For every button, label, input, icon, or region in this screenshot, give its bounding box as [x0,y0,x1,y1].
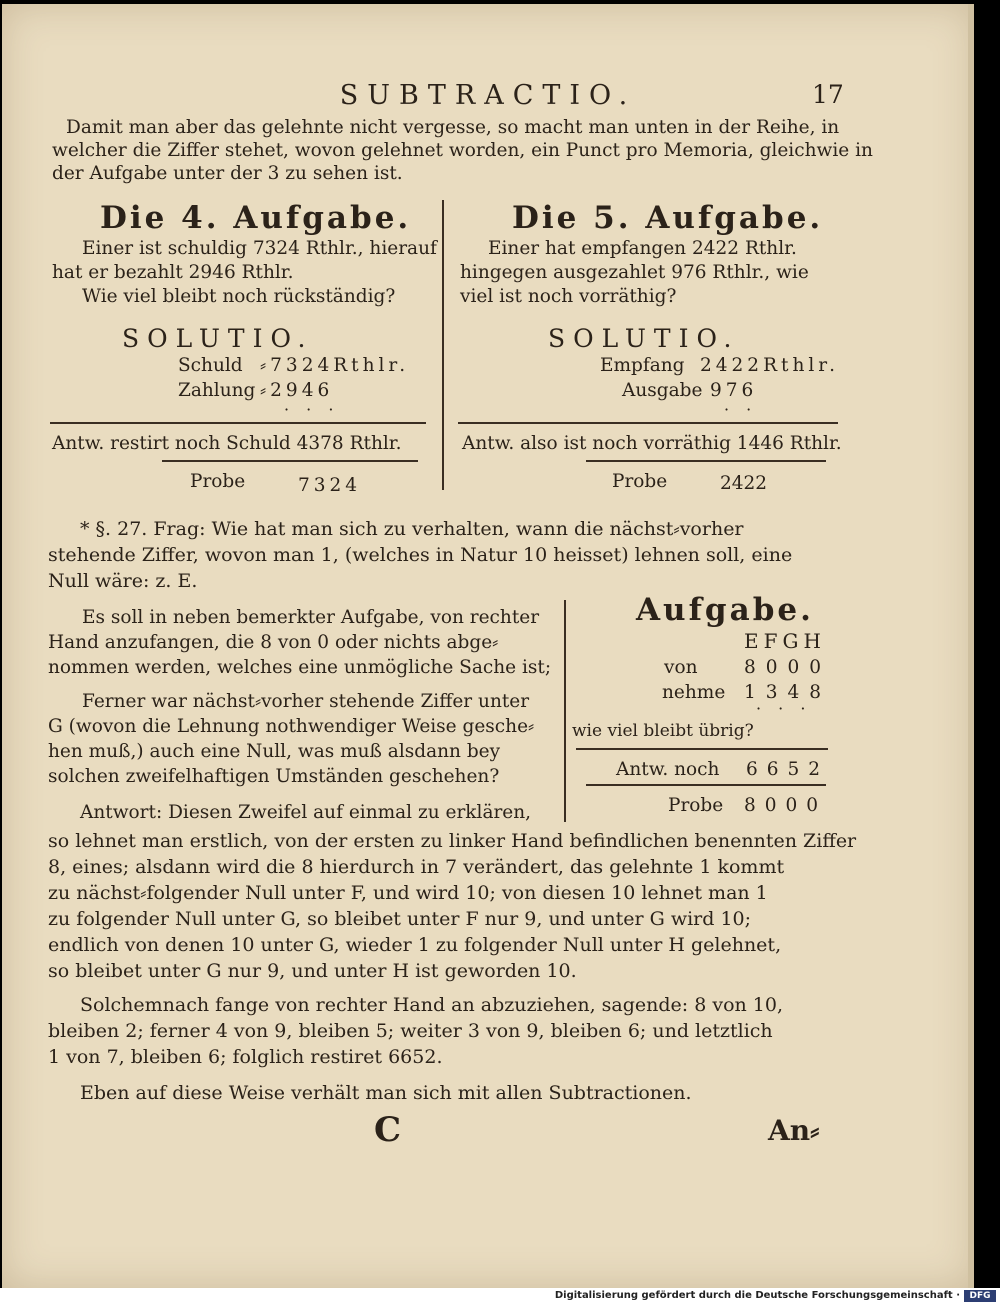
problem5-row1-label: Empfang [600,355,685,376]
problem5-row1-value: 2422Rthlr. [700,355,839,376]
continuation-line: zu folgender Null unter G, so bleibet unter F nur 9, und unter G wird 10; [48,908,752,930]
side-divider [564,600,566,822]
problem5-row2-value: 976 [710,380,758,401]
side-problem-probe-label: Probe [668,795,724,816]
problem5-answer: Antw. also ist noch vorräthig 1446 Rthlr. [462,433,842,454]
left-para-line: Es soll in neben bemerkter Aufgabe, von rechter [82,607,540,628]
side-problem-heading: Aufgabe. [636,592,814,628]
probe-rule [162,460,418,462]
problem5-solutio: SOLUTIO. [548,324,740,353]
problem5-heading: Die 5. Aufgabe. [512,200,824,236]
section27-line: Null wäre: z. E. [48,570,198,592]
continuation-line: 8, eines; alsdann wird die 8 hierdurch in 7 verändert, das gelehnte 1 kommt [48,856,785,878]
left-para-line: solchen zweifelhaftigen Umständen geschehen? [48,766,500,787]
problem4-probe-value: 7324 [298,475,362,496]
continuation-line: so lehnet man erstlich, von der ersten zu linker Hand befindlichen benennten Ziffer [48,830,857,852]
borrow-dots: · · · [756,699,812,718]
signature-mark: C [374,1110,402,1150]
left-para-line: G (wovon die Lehnung nothwendiger Weise gesche⸗ [48,716,535,737]
problem4-heading: Die 4. Aufgabe. [100,200,412,236]
problem4-row2-value: ⸗2946 [260,380,334,401]
solchemnach-line: Solchemnach fange von rechter Hand an abzuziehen, sagende: 8 von 10, [80,994,784,1016]
probe-rule [586,460,826,462]
continuation-line: so bleibet unter G nur 9, und unter H ist geworden 10. [48,960,577,982]
sum-rule [576,748,828,750]
page-number: 17 [812,80,844,109]
borrow-dots: · · · [284,400,340,419]
page-edge [968,4,974,1288]
problem5-text: viel ist noch vorräthig? [460,286,677,307]
problem5-text: Einer hat empfangen 2422 Rthlr. [488,238,797,259]
side-problem-answer-label: Antw. noch [616,759,720,780]
intro-line: der Aufgabe unter der 3 zu sehen ist. [52,163,403,184]
problem4-solutio: SOLUTIO. [122,324,314,353]
catchword: An⸗ [768,1114,820,1147]
left-para-line: Ferner war nächst⸗vorher stehende Ziffer unter [82,691,530,712]
continuation-line: endlich von denen 10 unter G, wieder 1 zu folgender Null unter H gelehnet, [48,934,782,956]
problem4-row1-label: Schuld [178,355,243,376]
solchemnach-line: bleiben 2; ferner 4 von 9, bleiben 5; weiter 3 von 9, bleiben 6; und letztlich [48,1020,773,1042]
left-para-line: hen muß,) auch eine Null, was muß alsdann bey [48,741,501,762]
problem5-text: hingegen ausgezahlet 976 Rthlr., wie [460,262,809,283]
problem4-text: hat er bezahlt 2946 Rthlr. [52,262,294,283]
section27-line: stehende Ziffer, wovon man 1, (welches in Natur 10 heisset) lehnen soll, eine [48,544,793,566]
side-problem-question: wie viel bleibt übrig? [572,721,754,741]
problem4-row2-label: Zahlung [178,380,256,401]
problem4-row1-value: ⸗7324Rthlr. [260,355,410,376]
continuation-line: zu nächst⸗folgender Null unter F, und wird 10; von diesen 10 lehnet man 1 [48,882,768,904]
closing-line: Eben auf diese Weise verhält man sich mit allen Subtractionen. [80,1082,692,1104]
side-problem-columns: EFGH [744,629,826,653]
side-problem-row2-label: nehme [662,682,726,703]
left-para-line: nommen werden, welches eine unmögliche Sache ist; [48,657,552,678]
side-problem-row2-value: 1348 [744,682,832,703]
side-problem-row1-label: von [664,657,698,678]
running-title: SUBTRACTIO. [339,80,637,111]
footer-credit: Digitalisierung gefördert durch die Deutsche Forschungsgemeinschaft · [554,1290,960,1301]
side-problem-answer-value: 6652 [746,759,830,780]
problem4-probe-label: Probe [190,471,246,492]
book-page [2,4,974,1288]
problem5-probe-label: Probe [612,471,668,492]
problem5-row2-label: Ausgabe [622,380,703,401]
intro-line: Damit man aber das gelehnte nicht vergesse, so macht man unten in der Reihe, in [66,117,840,138]
side-problem-probe-value: 8000 [744,795,828,816]
intro-line: welcher die Ziffer stehet, wovon gelehnet worden, ein Punct pro Memoria, gleichwie in [52,140,873,161]
solchemnach-line: 1 von 7, bleiben 6; folglich restiret 6652. [48,1046,443,1068]
problem4-answer: Antw. restirt noch Schuld 4378 Rthlr. [52,433,402,454]
dfg-logo: DFG [964,1290,996,1302]
section27-line: * §. 27. Frag: Wie hat man sich zu verhalten, wann die nächst⸗vorher [80,518,744,540]
side-problem-row1-value: 8000 [744,657,832,678]
sum-rule [50,422,426,424]
footer-bar [0,1288,1000,1304]
sum-rule [458,422,838,424]
problem5-probe-value: 2422 [720,473,768,494]
column-divider [442,200,444,490]
borrow-dots: · · [724,400,758,419]
problem4-text: Wie viel bleibt noch rückständig? [82,286,396,307]
probe-rule [586,784,826,786]
left-para-line: Antwort: Diesen Zweifel auf einmal zu erklären, [80,802,532,823]
left-para-line: Hand anzufangen, die 8 von 0 oder nichts abge⸗ [48,632,499,653]
problem4-text: Einer ist schuldig 7324 Rthlr., hierauf [82,238,437,259]
